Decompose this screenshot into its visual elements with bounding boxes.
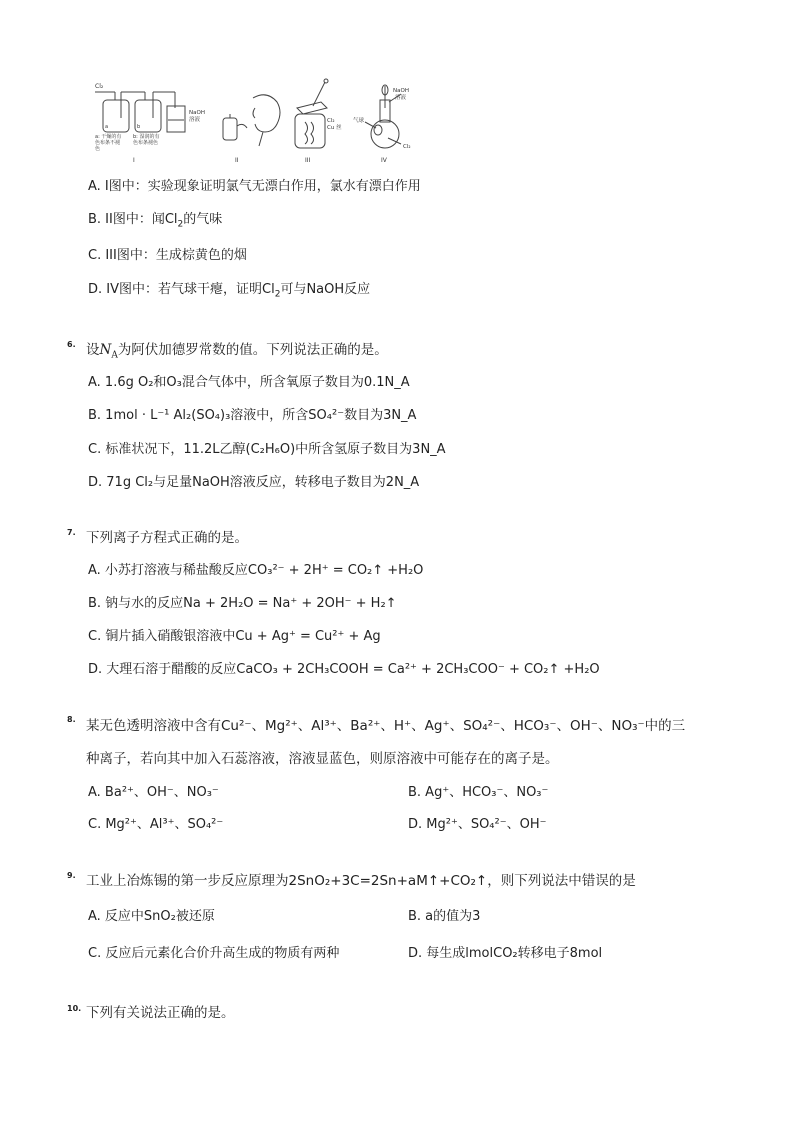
fig1-number: I [133,157,135,164]
q9-option-d[interactable]: D. 每生成lmolCO₂转移电子8mol [408,946,603,961]
fig4-naoh-label-2: 溶液 [395,95,407,101]
q9-number: 9. [67,871,76,880]
q9-stem: 工业上冶炼锡的第一步反应原理为2SnO₂+3C=2Sn+aM↑+CO₂↑，则下列说法中错误的是 [86,873,636,889]
q6-option-a[interactable]: A. 1.6g O₂和O₃混合气体中，所含氧原子数目为0.1N_A [88,375,410,390]
q6-stem-varsub: A [111,350,118,361]
q8-option-d[interactable]: D. Mg²⁺、SO₄²⁻、OH⁻ [408,817,547,832]
q5-option-c[interactable]: C. III图中：生成棕黄色的烟 [88,248,247,263]
q6-stem [86,341,388,359]
q9-option-b[interactable]: B. a的值为3 [408,909,481,924]
fig4-cl2-label: Cl₂ [403,144,411,150]
q9-option-a[interactable]: A. 反应中SnO₂被还原 [88,909,215,924]
fig1-naoh-label-2: 溶液 [189,117,201,123]
apparatus-ii [223,95,280,146]
q7-option-b[interactable]: B. 钠与水的反应Na + 2H₂O = Na⁺ + 2OH⁻ + H₂↑ [88,596,397,611]
fig3-cl2-label: Cl₂ [327,118,335,124]
q6-option-c[interactable]: C. 标准状况下，11.2L乙醇(C₂H₆O)中所含氢原子数目为3N_A [88,442,446,457]
q10-number: 10. [67,1004,82,1013]
q6-stem-pre: 设 [86,342,100,358]
q8-stem-line-1: 某无色透明溶液中含有Cu²⁻、Mg²⁺、Al³⁺、Ba²⁺、H⁺、Ag⁺、SO₄²⁻、HCO₃⁻、OH⁻、NO₃⁻中的三 [86,718,686,734]
q7-stem: 下列离子方程式正确的是。 [86,530,248,546]
fig4-balloon-label: 气球 [353,118,365,124]
q5-option-d-post: 可与NaOH反应 [280,282,371,297]
q6-option-d[interactable]: D. 71g Cl₂与足量NaOH溶液反应，转移电子数目为2N_A [88,475,420,490]
fig3-number: III [305,157,311,164]
apparatus-iii [295,79,328,148]
q6-stem-post: 为阿伏加德罗常数的值。下列说法正确的是。 [117,342,388,358]
q5-option-b-pre: B. II图中：闻Cl [88,212,178,227]
fig4-number: IV [381,157,387,164]
fig1-b-caption-2: 色布条褪色 [133,140,159,146]
q6-number: 6. [67,340,76,349]
q8-option-b[interactable]: B. Ag⁺、HCO₃⁻、NO₃⁻ [408,785,549,800]
q8-number: 8. [67,715,76,724]
fig3-cu-label: Cu 丝 [327,125,342,131]
q5-option-d-sub: 2 [274,289,281,300]
q5-option-b[interactable] [88,211,222,229]
experiment-figure [85,78,455,170]
q10-stem: 下列有关说法正确的是。 [86,1005,235,1021]
fig1-cl2-label: Cl₂ [95,83,104,90]
apparatus-diagram [85,78,455,170]
q5-option-d[interactable] [88,281,370,299]
q5-option-a[interactable]: A. I图中：实验现象证明氯气无漂白作用，氯水有漂白作用 [88,179,421,194]
fig4-naoh-label-1: NaOH [393,88,409,94]
fig1-a-label: a [105,124,109,130]
q5-option-b-sub: 2 [177,219,184,230]
fig1-a-caption-2: 色布条不褪 [95,140,121,146]
q7-option-d[interactable]: D. 大理石溶于醋酸的反应CaCO₃ + 2CH₃COOH = Ca²⁺ + 2CH₃COO⁻ + CO₂↑ +H₂O [88,662,600,677]
q9-option-c[interactable]: C. 反应后元素化合价升高生成的物质有两种 [88,946,340,961]
q7-option-a[interactable]: A. 小苏打溶液与稀盐酸反应CO₃²⁻ + 2H⁺ = CO₂↑ +H₂O [88,563,424,578]
fig1-b-caption-1: b: 湿润的有 [133,134,160,140]
fig2-number: II [235,157,239,164]
fig1-naoh-label-1: NaOH [189,110,205,116]
q5-option-d-pre: D. IV图中：若气球干瘪，证明Cl [88,282,275,297]
q7-option-c[interactable]: C. 铜片插入硝酸银溶液中Cu + Ag⁺ = Cu²⁺ + Ag [88,629,381,644]
q8-option-a[interactable]: A. Ba²⁺、OH⁻、NO₃⁻ [88,785,219,800]
fig1-a-caption-1: a: 干燥的有 [95,134,122,140]
fig1-a-caption-3: 色 [95,146,101,152]
q5-option-b-post: 的气味 [183,212,223,227]
q6-stem-var: N [99,342,112,358]
q7-number: 7. [67,528,76,537]
fig1-b-label: b [137,124,141,130]
q8-option-c[interactable]: C. Mg²⁺、Al³⁺、SO₄²⁻ [88,817,224,832]
q8-stem-line-2: 种离子，若向其中加入石蕊溶液，溶液显蓝色，则原溶液中可能存在的离子是。 [86,751,559,767]
q6-option-b[interactable]: B. 1mol · L⁻¹ Al₂(SO₄)₃溶液中，所含SO₄²⁻数目为3N_A [88,408,417,423]
